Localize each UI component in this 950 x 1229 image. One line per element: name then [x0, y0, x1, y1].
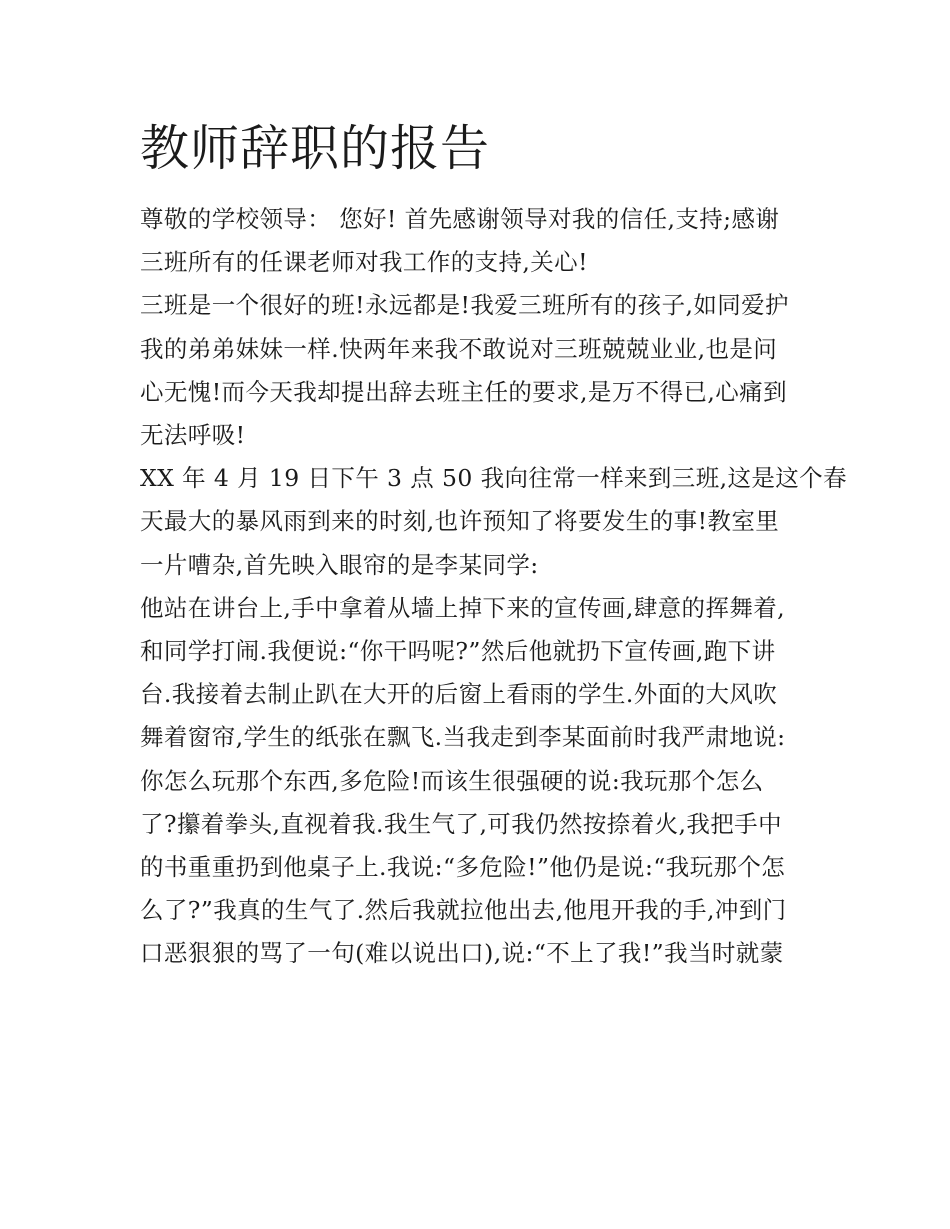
body-line: 的书重重扔到他桌子上.我说:“多危险!”他仍是说:“我玩那个怎 [140, 853, 786, 882]
body-line: 了?攥着拳头,直视着我.我生气了,可我仍然按捺着火,我把手中 [140, 809, 782, 838]
body-line: XX 年 4 月 19 日下午 3 点 50 我向往常一样来到三班,这是这个春 [140, 464, 847, 493]
document-body [140, 198, 847, 976]
document-title: 教师辞职的报告 [140, 120, 491, 177]
body-line: 他站在讲台上,手中拿着从墙上掉下来的宣传画,肆意的挥舞着, [140, 593, 786, 622]
body-line: 么了?”我真的生气了.然后我就拉他出去,他甩开我的手,冲到门 [140, 896, 787, 925]
body-line: 三班是一个很好的班!永远都是!我爱三班所有的孩子,如同爱护 [140, 291, 789, 320]
body-line: 无法呼吸! [140, 421, 246, 450]
body-line: 你怎么玩那个东西,多危险!而该生很强硬的说:我玩那个怎么 [140, 766, 764, 795]
body-line: 和同学打闹.我便说:“你干吗呢?”然后他就扔下宣传画,跑下讲 [140, 637, 776, 666]
body-line: 台.我接着去制止趴在大开的后窗上看雨的学生.外面的大风吹 [140, 680, 778, 709]
body-line: 天最大的暴风雨到来的时刻,也许预知了将要发生的事!教室里 [140, 507, 780, 536]
body-line: 舞着窗帘,学生的纸张在飘飞.当我走到李某面前时我严肃地说: [140, 723, 786, 752]
body-line: 一片嘈杂,首先映入眼帘的是李某同学: [140, 550, 539, 579]
body-line: 三班所有的任课老师对我工作的支持,关心! [140, 248, 588, 277]
body-line: 我的弟弟妹妹一样.快两年来我不敢说对三班兢兢业业,也是问 [140, 334, 778, 363]
body-line: 口恶狠狠的骂了一句(难以说出口),说:“不上了我!”我当时就蒙 [140, 939, 784, 968]
body-line: 心无愧!而今天我却提出辞去班主任的要求,是万不得已,心痛到 [140, 377, 787, 406]
body-line: 尊敬的学校领导： 您好! 首先感谢领导对我的信任,支持;感谢 [140, 205, 780, 233]
